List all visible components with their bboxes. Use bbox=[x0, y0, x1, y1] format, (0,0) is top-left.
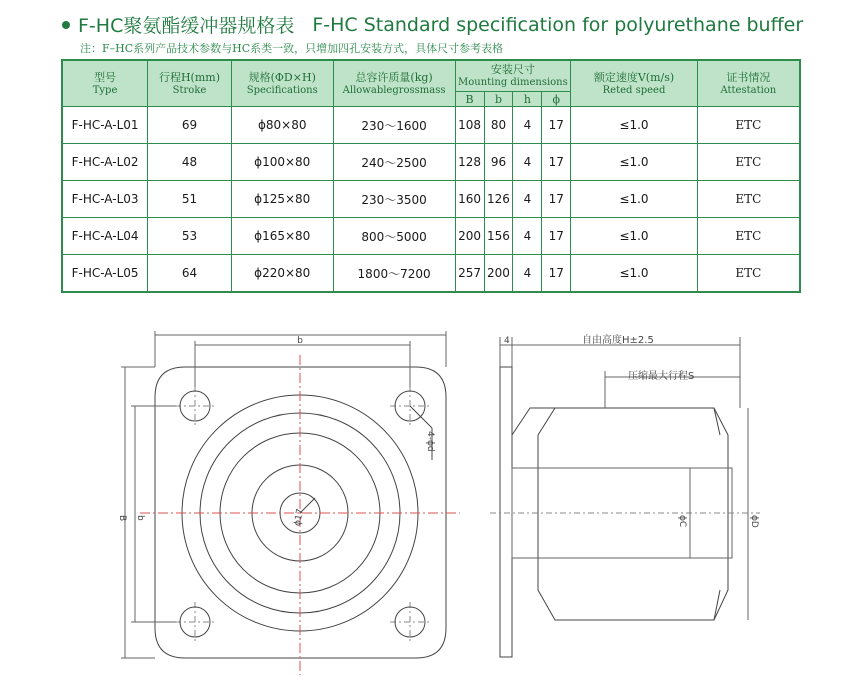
cell-B: 108 bbox=[455, 107, 484, 144]
header-mass: 总容许质量(kg) Allowablegrossmass bbox=[333, 60, 455, 107]
header-mount-b: b bbox=[484, 92, 513, 107]
cell-spec: ϕ80×80 bbox=[231, 107, 333, 144]
cell-attest: ETC bbox=[697, 144, 800, 181]
side-plate bbox=[500, 367, 512, 657]
front-view bbox=[117, 331, 460, 675]
side-edge bbox=[714, 590, 720, 620]
header-attest: 证书情况 Attestation bbox=[697, 60, 800, 107]
hole-leader bbox=[410, 406, 432, 428]
cell-type: F-HC-A-L01 bbox=[62, 107, 148, 144]
cell-b: 96 bbox=[484, 144, 513, 181]
header-mount: 安装尺寸 Mounting dimensions bbox=[455, 60, 571, 92]
cell-phi: 17 bbox=[542, 181, 571, 218]
cell-spec: ϕ165×80 bbox=[231, 218, 333, 255]
side-dimension-lines bbox=[500, 337, 748, 620]
cell-stroke: 69 bbox=[148, 107, 232, 144]
dia-d-label: ϕD bbox=[749, 515, 759, 528]
header-mount-B: B bbox=[455, 92, 484, 107]
side-view bbox=[490, 333, 760, 657]
side-edge bbox=[714, 408, 720, 435]
table-row bbox=[62, 218, 800, 255]
cell-type: F-HC-A-L04 bbox=[62, 218, 148, 255]
cell-h: 4 bbox=[513, 181, 542, 218]
cell-stroke: 48 bbox=[148, 144, 232, 181]
cell-B: 128 bbox=[455, 144, 484, 181]
cell-b: 80 bbox=[484, 107, 513, 144]
header-spec: 规格(ΦD×H) Specifications bbox=[231, 60, 333, 107]
cell-spec: ϕ125×80 bbox=[231, 181, 333, 218]
cell-spec: ϕ100×80 bbox=[231, 144, 333, 181]
cell-phi: 17 bbox=[542, 255, 571, 293]
table-row bbox=[62, 107, 800, 144]
table-row bbox=[62, 144, 800, 181]
hole-label: 4-ϕd bbox=[425, 431, 435, 452]
table-row bbox=[62, 181, 800, 218]
technical-drawing bbox=[0, 315, 862, 697]
cell-spec: ϕ220×80 bbox=[231, 255, 333, 293]
header-stroke: 行程H(mm) Stroke bbox=[148, 60, 232, 107]
cell-B: 160 bbox=[455, 181, 484, 218]
cell-h: 4 bbox=[513, 144, 542, 181]
cell-b: 156 bbox=[484, 218, 513, 255]
dim-b-top: b bbox=[297, 336, 303, 346]
title-cn: F-HC聚氨酯缓冲器规格表 bbox=[78, 15, 295, 37]
cell-mass: 230～3500 bbox=[333, 181, 455, 218]
header-mount-phi: ϕ bbox=[542, 92, 571, 107]
page-title bbox=[62, 11, 803, 38]
cell-b: 126 bbox=[484, 181, 513, 218]
table-row bbox=[62, 255, 800, 293]
cell-phi: 17 bbox=[542, 107, 571, 144]
cell-attest: ETC bbox=[697, 218, 800, 255]
cell-b: 200 bbox=[484, 255, 513, 293]
cell-mass: 800～5000 bbox=[333, 218, 455, 255]
cell-stroke: 53 bbox=[148, 218, 232, 255]
dimension-lines bbox=[121, 331, 446, 658]
cell-h: 4 bbox=[513, 255, 542, 293]
cell-speed: ≤1.0 bbox=[571, 107, 697, 144]
cell-h: 4 bbox=[513, 107, 542, 144]
cell-mass: 1800～7200 bbox=[333, 255, 455, 293]
side-flange-top bbox=[512, 408, 555, 435]
cell-type: F-HC-A-L02 bbox=[62, 144, 148, 181]
cell-mass: 240～2500 bbox=[333, 144, 455, 181]
cell-attest: ETC bbox=[697, 255, 800, 293]
header-mount-h: h bbox=[513, 92, 542, 107]
max-stroke-label: 压缩最大行程S bbox=[628, 371, 695, 382]
cell-h: 4 bbox=[513, 218, 542, 255]
cell-attest: ETC bbox=[697, 107, 800, 144]
free-height-label: 自由高度H±2.5 bbox=[582, 335, 654, 346]
dim-b-left: b bbox=[135, 515, 145, 521]
cell-B: 200 bbox=[455, 218, 484, 255]
cell-speed: ≤1.0 bbox=[571, 218, 697, 255]
side-dim-h: 4 bbox=[504, 336, 510, 346]
cell-mass: 230～1600 bbox=[333, 107, 455, 144]
spec-note: 注：F–HC系列产品技术参数与HC系类一致，只增加四孔安装方式，具体尺寸参考表格 bbox=[80, 42, 504, 55]
side-body bbox=[538, 408, 728, 620]
cell-stroke: 51 bbox=[148, 181, 232, 218]
spec-table bbox=[61, 59, 801, 293]
dim-B-left: B bbox=[117, 515, 127, 522]
dia-c-label: ϕC bbox=[677, 515, 687, 528]
cell-type: F-HC-A-L05 bbox=[62, 255, 148, 293]
title-en: F-HC Standard specification for polyurethane buffer bbox=[312, 13, 804, 36]
header-type: 型号 Type bbox=[62, 60, 148, 107]
cell-phi: 17 bbox=[542, 218, 571, 255]
cell-stroke: 64 bbox=[148, 255, 232, 293]
center-label: ϕ17 bbox=[292, 508, 306, 527]
cell-speed: ≤1.0 bbox=[571, 181, 697, 218]
cell-attest: ETC bbox=[697, 181, 800, 218]
cell-B: 257 bbox=[455, 255, 484, 293]
cell-speed: ≤1.0 bbox=[571, 144, 697, 181]
cell-speed: ≤1.0 bbox=[571, 255, 697, 293]
cell-phi: 17 bbox=[542, 144, 571, 181]
header-speed: 额定速度V(m/s) Reted speed bbox=[571, 60, 697, 107]
bullet-icon bbox=[62, 21, 70, 29]
cell-type: F-HC-A-L03 bbox=[62, 181, 148, 218]
